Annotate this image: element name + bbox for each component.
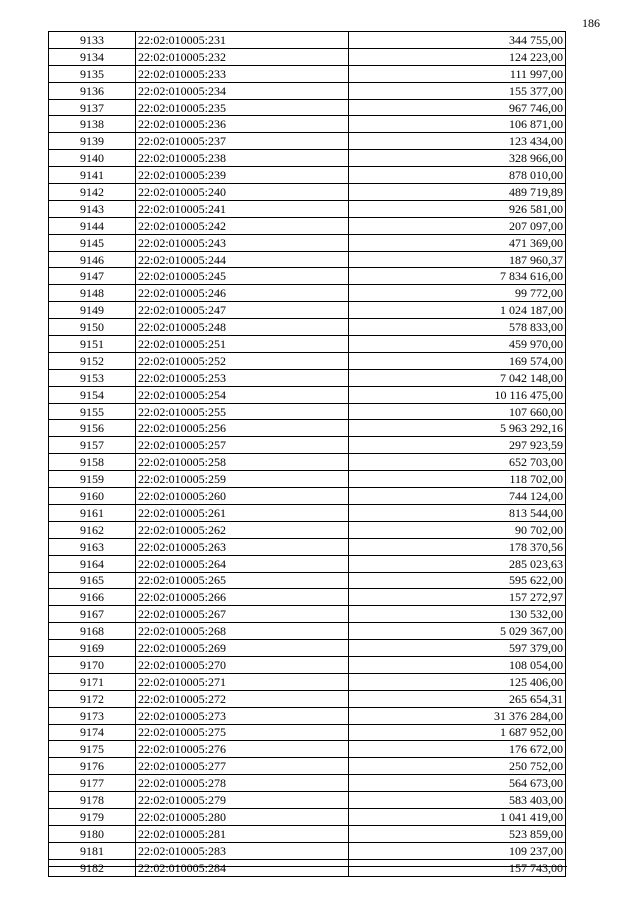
cadastral-number-cell: 22:02:010005:268 [136, 623, 349, 640]
row-number-cell: 9150 [49, 319, 136, 336]
row-number-cell: 9159 [49, 471, 136, 488]
row-number-cell: 9160 [49, 488, 136, 505]
row-number-cell: 9142 [49, 184, 136, 201]
row-number-cell: 9137 [49, 99, 136, 116]
table-row [49, 386, 566, 403]
cadastral-number-cell: 22:02:010005:271 [136, 673, 349, 690]
table-row [49, 521, 566, 538]
row-number-cell: 9182 [49, 859, 136, 876]
cadastral-value-cell: 1 024 187,00 [349, 302, 566, 319]
cadastral-number-cell: 22:02:010005:255 [136, 403, 349, 420]
cadastral-number-cell: 22:02:010005:236 [136, 116, 349, 133]
cadastral-number-cell: 22:02:010005:272 [136, 690, 349, 707]
cadastral-value-cell: 5 029 367,00 [349, 623, 566, 640]
row-number-cell: 9173 [49, 707, 136, 724]
table-row [49, 454, 566, 471]
table-row [49, 268, 566, 285]
table-row [49, 251, 566, 268]
cadastral-value-cell: 926 581,00 [349, 200, 566, 217]
cadastral-value-cell: 109 237,00 [349, 842, 566, 859]
row-number-cell: 9152 [49, 352, 136, 369]
cadastral-number-cell: 22:02:010005:270 [136, 656, 349, 673]
row-number-cell: 9144 [49, 217, 136, 234]
table-row [49, 859, 566, 876]
row-number-cell: 9156 [49, 420, 136, 437]
row-number-cell: 9168 [49, 623, 136, 640]
cadastral-number-cell: 22:02:010005:251 [136, 336, 349, 353]
cadastral-number-cell: 22:02:010005:235 [136, 99, 349, 116]
cadastral-value-cell: 176 672,00 [349, 741, 566, 758]
table-row [49, 690, 566, 707]
table-row [49, 200, 566, 217]
table-row [49, 792, 566, 809]
cadastral-number-cell: 22:02:010005:246 [136, 285, 349, 302]
cadastral-number-cell: 22:02:010005:275 [136, 724, 349, 741]
table-row [49, 184, 566, 201]
cadastral-value-cell: 187 960,37 [349, 251, 566, 268]
cadastral-value-cell: 1 687 952,00 [349, 724, 566, 741]
table-row [49, 488, 566, 505]
cadastral-value-cell: 10 116 475,00 [349, 386, 566, 403]
table-row [49, 32, 566, 49]
cadastral-number-cell: 22:02:010005:243 [136, 234, 349, 251]
row-number-cell: 9178 [49, 792, 136, 809]
cadastral-value-cell: 107 660,00 [349, 403, 566, 420]
cadastral-number-cell: 22:02:010005:267 [136, 606, 349, 623]
row-number-cell: 9147 [49, 268, 136, 285]
cadastral-value-table [48, 31, 566, 877]
table-row [49, 437, 566, 454]
cadastral-number-cell: 22:02:010005:256 [136, 420, 349, 437]
row-number-cell: 9172 [49, 690, 136, 707]
table-row [49, 285, 566, 302]
row-number-cell: 9181 [49, 842, 136, 859]
cadastral-number-cell: 22:02:010005:277 [136, 758, 349, 775]
cadastral-value-cell: 471 369,00 [349, 234, 566, 251]
cadastral-value-cell: 7 834 616,00 [349, 268, 566, 285]
row-number-cell: 9179 [49, 808, 136, 825]
cadastral-number-cell: 22:02:010005:281 [136, 825, 349, 842]
table-row [49, 234, 566, 251]
cadastral-number-cell: 22:02:010005:279 [136, 792, 349, 809]
row-number-cell: 9169 [49, 640, 136, 657]
row-number-cell: 9165 [49, 572, 136, 589]
cadastral-value-cell: 157 743,00 [349, 859, 566, 876]
cadastral-value-cell: 178 370,56 [349, 538, 566, 555]
cadastral-value-cell: 123 434,00 [349, 133, 566, 150]
row-number-cell: 9141 [49, 167, 136, 184]
cadastral-number-cell: 22:02:010005:278 [136, 775, 349, 792]
cadastral-number-cell: 22:02:010005:244 [136, 251, 349, 268]
cadastral-number-cell: 22:02:010005:257 [136, 437, 349, 454]
row-number-cell: 9138 [49, 116, 136, 133]
cadastral-value-cell: 564 673,00 [349, 775, 566, 792]
cadastral-number-cell: 22:02:010005:248 [136, 319, 349, 336]
table-row [49, 82, 566, 99]
table-row [49, 606, 566, 623]
row-number-cell: 9133 [49, 32, 136, 49]
cadastral-value-cell: 297 923,59 [349, 437, 566, 454]
cadastral-number-cell: 22:02:010005:259 [136, 471, 349, 488]
row-number-cell: 9145 [49, 234, 136, 251]
cadastral-number-cell: 22:02:010005:245 [136, 268, 349, 285]
cadastral-value-cell: 124 223,00 [349, 48, 566, 65]
cadastral-value-cell: 328 966,00 [349, 150, 566, 167]
table-row [49, 572, 566, 589]
cadastral-value-cell: 169 574,00 [349, 352, 566, 369]
table-row [49, 623, 566, 640]
table-row [49, 99, 566, 116]
cadastral-number-cell: 22:02:010005:266 [136, 589, 349, 606]
table-row [49, 640, 566, 657]
row-number-cell: 9175 [49, 741, 136, 758]
cadastral-value-cell: 285 023,63 [349, 555, 566, 572]
cadastral-value-cell: 813 544,00 [349, 504, 566, 521]
cadastral-value-cell: 250 752,00 [349, 758, 566, 775]
row-number-cell: 9136 [49, 82, 136, 99]
row-number-cell: 9148 [49, 285, 136, 302]
cadastral-value-cell: 125 406,00 [349, 673, 566, 690]
row-number-cell: 9139 [49, 133, 136, 150]
row-number-cell: 9151 [49, 336, 136, 353]
cadastral-number-cell: 22:02:010005:260 [136, 488, 349, 505]
table-row [49, 133, 566, 150]
cadastral-number-cell: 22:02:010005:232 [136, 48, 349, 65]
row-number-cell: 9162 [49, 521, 136, 538]
row-number-cell: 9135 [49, 65, 136, 82]
table-row [49, 420, 566, 437]
table-row [49, 319, 566, 336]
cadastral-value-cell: 578 833,00 [349, 319, 566, 336]
table-row [49, 775, 566, 792]
row-number-cell: 9171 [49, 673, 136, 690]
table-row [49, 589, 566, 606]
cadastral-value-cell: 1 041 419,00 [349, 808, 566, 825]
table-row [49, 538, 566, 555]
cadastral-number-cell: 22:02:010005:233 [136, 65, 349, 82]
cadastral-value-cell: 489 719,89 [349, 184, 566, 201]
table-row [49, 302, 566, 319]
cadastral-number-cell: 22:02:010005:239 [136, 167, 349, 184]
row-number-cell: 9157 [49, 437, 136, 454]
cadastral-value-cell: 207 097,00 [349, 217, 566, 234]
table-row [49, 758, 566, 775]
cadastral-number-cell: 22:02:010005:276 [136, 741, 349, 758]
cadastral-number-cell: 22:02:010005:258 [136, 454, 349, 471]
table-row [49, 352, 566, 369]
cadastral-value-cell: 523 859,00 [349, 825, 566, 842]
row-number-cell: 9158 [49, 454, 136, 471]
cadastral-value-cell: 265 654,31 [349, 690, 566, 707]
cadastral-number-cell: 22:02:010005:261 [136, 504, 349, 521]
row-number-cell: 9167 [49, 606, 136, 623]
cadastral-number-cell: 22:02:010005:240 [136, 184, 349, 201]
row-number-cell: 9140 [49, 150, 136, 167]
row-number-cell: 9163 [49, 538, 136, 555]
page-number: 186 [582, 16, 600, 30]
table-row [49, 825, 566, 842]
row-number-cell: 9180 [49, 825, 136, 842]
cadastral-number-cell: 22:02:010005:231 [136, 32, 349, 49]
cadastral-value-cell: 31 376 284,00 [349, 707, 566, 724]
cadastral-number-cell: 22:02:010005:247 [136, 302, 349, 319]
cadastral-value-cell: 99 772,00 [349, 285, 566, 302]
cadastral-value-cell: 155 377,00 [349, 82, 566, 99]
cadastral-number-cell: 22:02:010005:254 [136, 386, 349, 403]
row-number-cell: 9176 [49, 758, 136, 775]
cadastral-number-cell: 22:02:010005:234 [136, 82, 349, 99]
table-row [49, 167, 566, 184]
cadastral-value-cell: 118 702,00 [349, 471, 566, 488]
cadastral-number-cell: 22:02:010005:265 [136, 572, 349, 589]
row-number-cell: 9134 [49, 48, 136, 65]
row-number-cell: 9143 [49, 200, 136, 217]
row-number-cell: 9174 [49, 724, 136, 741]
cadastral-number-cell: 22:02:010005:283 [136, 842, 349, 859]
cadastral-value-cell: 157 272,97 [349, 589, 566, 606]
cadastral-number-cell: 22:02:010005:284 [136, 859, 349, 876]
cadastral-value-cell: 108 054,00 [349, 656, 566, 673]
cadastral-value-cell: 90 702,00 [349, 521, 566, 538]
cadastral-number-cell: 22:02:010005:241 [136, 200, 349, 217]
cadastral-number-cell: 22:02:010005:252 [136, 352, 349, 369]
table-body [49, 32, 566, 877]
row-number-cell: 9155 [49, 403, 136, 420]
row-number-cell: 9164 [49, 555, 136, 572]
row-number-cell: 9149 [49, 302, 136, 319]
cadastral-value-cell: 597 379,00 [349, 640, 566, 657]
table-row [49, 65, 566, 82]
table-row [49, 808, 566, 825]
cadastral-value-cell: 967 746,00 [349, 99, 566, 116]
cadastral-number-cell: 22:02:010005:253 [136, 369, 349, 386]
cadastral-value-cell: 459 970,00 [349, 336, 566, 353]
row-number-cell: 9146 [49, 251, 136, 268]
table-row [49, 724, 566, 741]
row-number-cell: 9166 [49, 589, 136, 606]
cadastral-number-cell: 22:02:010005:263 [136, 538, 349, 555]
table-row [49, 504, 566, 521]
table-row [49, 555, 566, 572]
cadastral-value-cell: 595 622,00 [349, 572, 566, 589]
cadastral-value-cell: 878 010,00 [349, 167, 566, 184]
cadastral-number-cell: 22:02:010005:242 [136, 217, 349, 234]
table-row [49, 48, 566, 65]
table-row [49, 336, 566, 353]
table-row [49, 471, 566, 488]
cadastral-value-cell: 7 042 148,00 [349, 369, 566, 386]
cadastral-value-cell: 344 755,00 [349, 32, 566, 49]
cadastral-number-cell: 22:02:010005:269 [136, 640, 349, 657]
table-row [49, 369, 566, 386]
table-row [49, 842, 566, 859]
cadastral-value-cell: 583 403,00 [349, 792, 566, 809]
cadastral-value-cell: 111 997,00 [349, 65, 566, 82]
row-number-cell: 9154 [49, 386, 136, 403]
cadastral-value-cell: 652 703,00 [349, 454, 566, 471]
table-row [49, 116, 566, 133]
cadastral-number-cell: 22:02:010005:237 [136, 133, 349, 150]
cadastral-number-cell: 22:02:010005:262 [136, 521, 349, 538]
cadastral-number-cell: 22:02:010005:280 [136, 808, 349, 825]
cadastral-value-cell: 130 532,00 [349, 606, 566, 623]
row-number-cell: 9161 [49, 504, 136, 521]
row-number-cell: 9177 [49, 775, 136, 792]
row-number-cell: 9153 [49, 369, 136, 386]
table-row [49, 217, 566, 234]
cadastral-number-cell: 22:02:010005:264 [136, 555, 349, 572]
table-row [49, 741, 566, 758]
table-row [49, 656, 566, 673]
row-number-cell: 9170 [49, 656, 136, 673]
cadastral-number-cell: 22:02:010005:273 [136, 707, 349, 724]
table-row [49, 673, 566, 690]
cadastral-number-cell: 22:02:010005:238 [136, 150, 349, 167]
table-row [49, 150, 566, 167]
cadastral-value-cell: 744 124,00 [349, 488, 566, 505]
cadastral-value-cell: 5 963 292,16 [349, 420, 566, 437]
cadastral-value-cell: 106 871,00 [349, 116, 566, 133]
table-row [49, 403, 566, 420]
bottom-rule [48, 866, 567, 867]
table-row [49, 707, 566, 724]
